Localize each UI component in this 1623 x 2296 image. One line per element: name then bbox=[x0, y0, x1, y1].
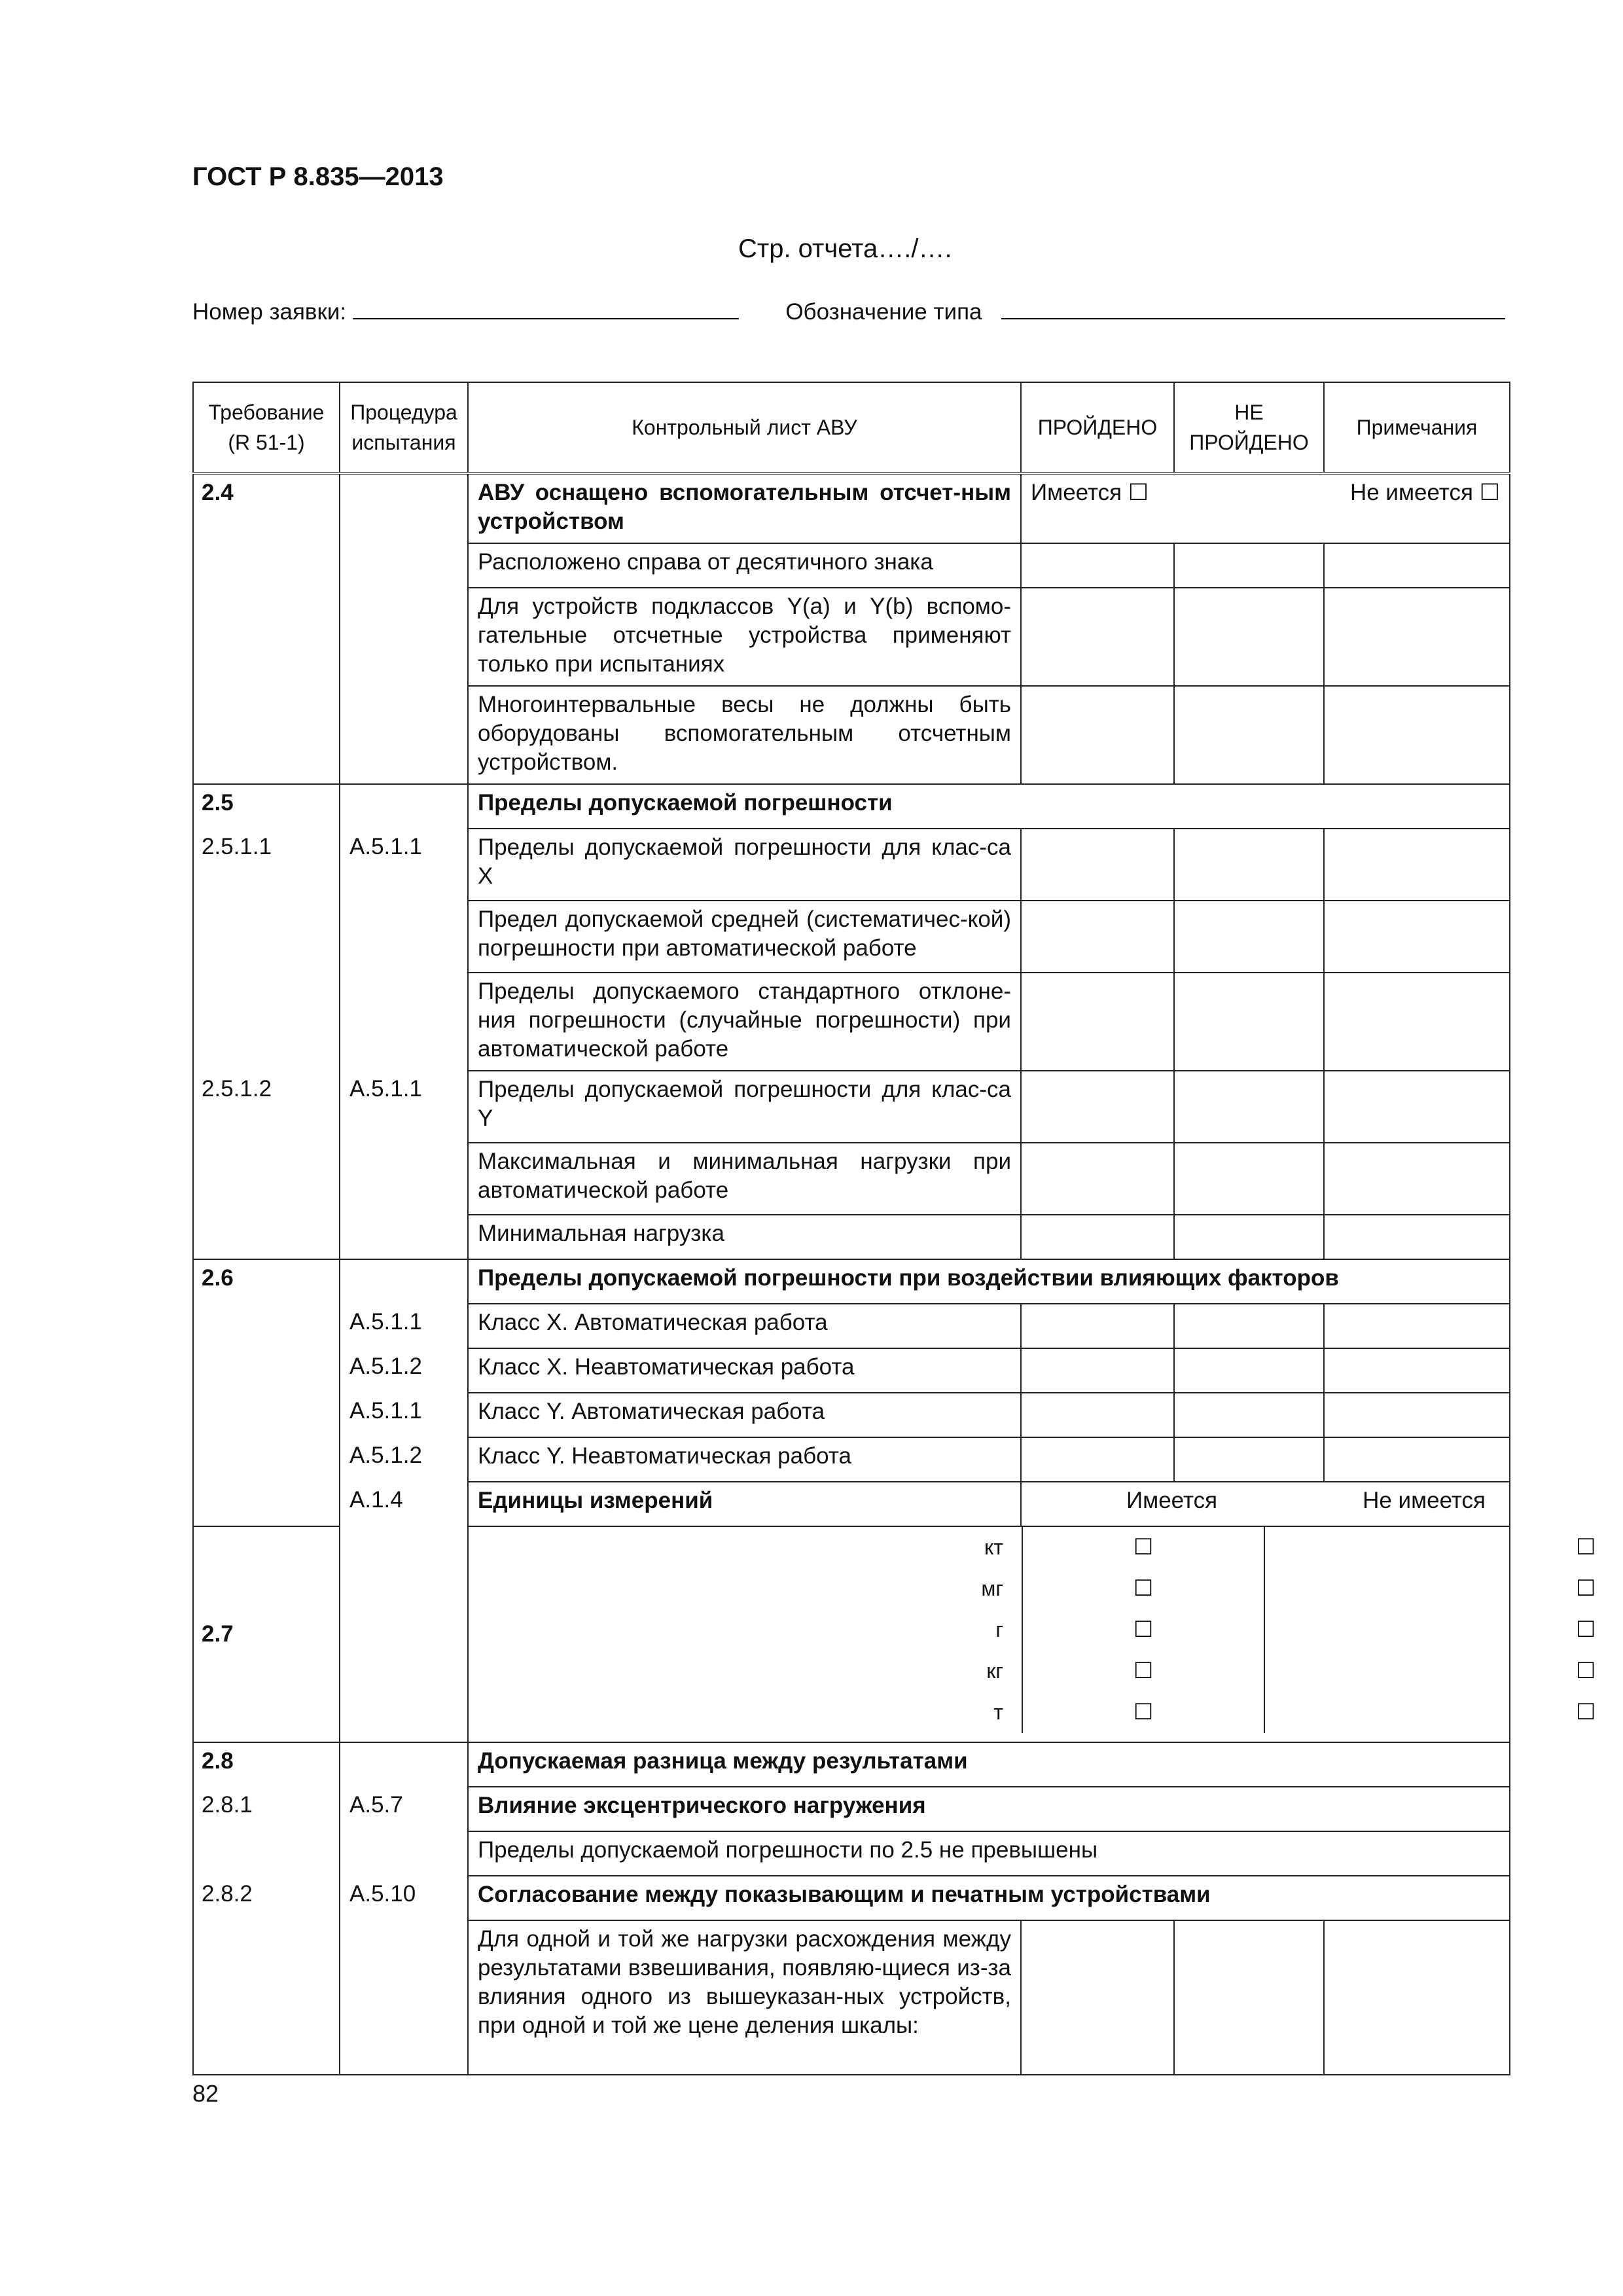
document-id: ГОСТ Р 8.835—2013 bbox=[192, 162, 444, 191]
passed-cell[interactable] bbox=[1021, 1437, 1174, 1482]
notes-cell[interactable] bbox=[1324, 1071, 1510, 1143]
req-cell: 2.8 bbox=[193, 1742, 340, 1787]
proc-cell: А.5.1.1 bbox=[340, 1304, 468, 1348]
proc-cell: А.5.1.2 bbox=[340, 1437, 468, 1482]
not-passed-cell[interactable] bbox=[1174, 973, 1324, 1071]
proc-cell: А.5.1.1 bbox=[340, 829, 468, 901]
proc-cell bbox=[340, 473, 468, 784]
check-text: Класс X. Автоматическая работа bbox=[468, 1304, 1021, 1348]
proc-cell bbox=[340, 1742, 468, 1787]
check-text: Пределы допускаемой погрешности для клас-са X bbox=[468, 829, 1021, 901]
table-row bbox=[193, 1920, 1510, 2075]
unit-label: мг bbox=[981, 1577, 1003, 1600]
not-passed-cell[interactable] bbox=[1174, 1348, 1324, 1393]
header-passed: ПРОЙДЕНО bbox=[1021, 382, 1174, 473]
units-has-label: Имеется bbox=[1126, 1488, 1218, 1513]
passed-cell[interactable] bbox=[1021, 973, 1174, 1071]
presence-cell bbox=[1021, 473, 1510, 543]
notes-cell[interactable] bbox=[1324, 588, 1510, 686]
table-row bbox=[193, 829, 1510, 901]
req-cell: 2.6 bbox=[193, 1259, 340, 1526]
unit-label: кг bbox=[986, 1659, 1003, 1683]
not-passed-cell[interactable] bbox=[1174, 1304, 1324, 1348]
passed-cell[interactable] bbox=[1021, 1304, 1174, 1348]
section-title: Допускаемая разница между результатами bbox=[468, 1742, 1510, 1787]
table-row bbox=[193, 1348, 1510, 1393]
passed-cell[interactable] bbox=[1021, 1143, 1174, 1215]
units-header bbox=[1021, 1482, 1510, 1526]
table-row bbox=[193, 973, 1510, 1071]
units-names bbox=[469, 1527, 1022, 1733]
table-row bbox=[193, 1787, 1510, 1831]
check-text: Класс Y. Автоматическая работа bbox=[468, 1393, 1021, 1437]
proc-cell: А.5.10 bbox=[340, 1876, 468, 1920]
checklist-table bbox=[192, 382, 1596, 2075]
units-title: Единицы измерений bbox=[468, 1482, 1021, 1526]
notes-cell[interactable] bbox=[1324, 686, 1510, 784]
section-title: Пределы допускаемой погрешности при воздействии влияющих факторов bbox=[468, 1259, 1510, 1304]
passed-cell[interactable] bbox=[1021, 1920, 1174, 2075]
notes-cell[interactable] bbox=[1324, 1920, 1510, 2075]
notes-cell[interactable] bbox=[1324, 1437, 1510, 1482]
passed-cell[interactable] bbox=[1021, 901, 1174, 973]
header-not-passed: НЕ ПРОЙДЕНО bbox=[1174, 382, 1324, 473]
table-row bbox=[193, 1071, 1510, 1143]
table-row bbox=[193, 1437, 1510, 1482]
header-notes: Примечания bbox=[1324, 382, 1510, 473]
req-cell: 2.5.1.2 bbox=[193, 1071, 340, 1143]
passed-cell[interactable] bbox=[1021, 1348, 1174, 1393]
table-row bbox=[193, 1876, 1510, 1920]
passed-cell[interactable] bbox=[1021, 829, 1174, 901]
passed-cell[interactable] bbox=[1021, 686, 1174, 784]
table-row bbox=[193, 1143, 1510, 1215]
req-cell bbox=[193, 1526, 340, 1742]
unit-label: кт bbox=[984, 1535, 1003, 1559]
not-passed-cell[interactable] bbox=[1174, 543, 1324, 588]
req-cell: 2.4 bbox=[193, 473, 340, 784]
notes-cell[interactable] bbox=[1324, 1393, 1510, 1437]
unit-has-checkbox[interactable]: ☐ bbox=[1133, 1617, 1154, 1642]
unit-has-checkbox[interactable]: ☐ bbox=[1133, 1535, 1154, 1560]
units-has-not-label: Не имеется bbox=[1363, 1488, 1486, 1513]
req-cell: 2.8.2 bbox=[193, 1876, 340, 1920]
proc-cell bbox=[340, 1259, 468, 1304]
has-not-checkbox[interactable]: Не имеется ☐ bbox=[1349, 480, 1500, 505]
not-passed-cell[interactable] bbox=[1174, 588, 1324, 686]
passed-cell[interactable] bbox=[1021, 1215, 1174, 1259]
proc-cell: А.5.1.2 bbox=[340, 1348, 468, 1393]
proc-cell: А.1.4 bbox=[340, 1482, 468, 1742]
table-header-row bbox=[193, 382, 1510, 473]
header-checklist: Контрольный лист АВУ bbox=[468, 382, 1021, 473]
req-2-7: 2.7 bbox=[202, 1621, 234, 1647]
notes-cell[interactable] bbox=[1324, 829, 1510, 901]
notes-cell[interactable] bbox=[1324, 1143, 1510, 1215]
request-number-label: Номер заявки: bbox=[192, 299, 347, 325]
not-passed-cell[interactable] bbox=[1174, 1920, 1324, 2075]
notes-cell[interactable] bbox=[1324, 543, 1510, 588]
units-has-column bbox=[1022, 1527, 1265, 1733]
proc-cell: А.5.1.1 bbox=[340, 1071, 468, 1143]
table-row bbox=[193, 1742, 1510, 1787]
unit-has-checkbox[interactable]: ☐ bbox=[1133, 1659, 1154, 1683]
section-title: Влияние эксцентрического нагружения bbox=[468, 1787, 1510, 1831]
has-checkbox[interactable]: Имеется ☐ bbox=[1031, 480, 1149, 505]
not-passed-cell[interactable] bbox=[1174, 1437, 1324, 1482]
request-line bbox=[192, 298, 1505, 325]
table-row bbox=[193, 1304, 1510, 1348]
check-text: Многоинтервальные весы не должны быть оборудованы вспомогательным отсчетным устройством. bbox=[468, 686, 1021, 784]
check-text: Максимальная и минимальная нагрузки при автоматической работе bbox=[468, 1143, 1021, 1215]
check-text: Расположено справа от десятичного знака bbox=[468, 543, 1021, 588]
notes-cell[interactable] bbox=[1324, 1215, 1510, 1259]
notes-cell[interactable] bbox=[1324, 973, 1510, 1071]
check-text: Класс X. Неавтоматическая работа bbox=[468, 1348, 1021, 1393]
notes-cell[interactable] bbox=[1324, 1304, 1510, 1348]
table-row bbox=[193, 1482, 1510, 1526]
not-passed-cell[interactable] bbox=[1174, 1143, 1324, 1215]
unit-label: г bbox=[995, 1618, 1003, 1641]
proc-cell: А.5.1.1 bbox=[340, 1393, 468, 1437]
table-row bbox=[193, 1215, 1510, 1259]
not-passed-cell[interactable] bbox=[1174, 829, 1324, 901]
table-row bbox=[193, 784, 1510, 829]
req-cell: 2.5 bbox=[193, 784, 340, 829]
unit-has-checkbox[interactable]: ☐ bbox=[1133, 1700, 1154, 1725]
passed-cell[interactable] bbox=[1021, 543, 1174, 588]
section-title: Согласование между показывающим и печатным устройствами bbox=[468, 1876, 1510, 1920]
table-row bbox=[193, 901, 1510, 973]
proc-cell bbox=[340, 784, 468, 829]
check-text: Минимальная нагрузка bbox=[468, 1215, 1021, 1259]
table-row bbox=[193, 1259, 1510, 1304]
table-row bbox=[193, 1831, 1510, 1876]
unit-has-checkbox[interactable]: ☐ bbox=[1133, 1576, 1154, 1601]
not-passed-cell[interactable] bbox=[1174, 901, 1324, 973]
units-list-cell bbox=[468, 1526, 1510, 1742]
table-row bbox=[193, 1393, 1510, 1437]
not-passed-cell[interactable] bbox=[1174, 1215, 1324, 1259]
report-page-label: Стр. отчета…./…. bbox=[738, 234, 952, 263]
req-cell: 2.5.1.1 bbox=[193, 829, 340, 901]
not-passed-cell[interactable] bbox=[1174, 1071, 1324, 1143]
not-passed-cell[interactable] bbox=[1174, 686, 1324, 784]
passed-cell[interactable] bbox=[1021, 1071, 1174, 1143]
check-text: Для устройств подклассов Y(a) и Y(b) вспомо-гательные отсчетные устройства применяют только при испытаниях bbox=[468, 588, 1021, 686]
passed-cell[interactable] bbox=[1021, 1393, 1174, 1437]
units-has-not-column: ☐ ☐ ☐ ☐ ☐ bbox=[1576, 1535, 1596, 1725]
req-cell: 2.8.1 bbox=[193, 1787, 340, 1831]
type-designation-label: Обозначение типа bbox=[785, 299, 982, 325]
check-text: Для одной и той же нагрузки расхождения между результатами взвешивания, появляю-щиеся из-за влияния одного из вышеуказан-ных устройств, при одной и той же цене деления шкалы: bbox=[468, 1920, 1021, 2075]
check-text: Пределы допускаемой погрешности для клас-са Y bbox=[468, 1071, 1021, 1143]
proc-cell: А.5.7 bbox=[340, 1787, 468, 1831]
section-title: АВУ оснащено вспомогательным отсчет-ным устройством bbox=[468, 473, 1021, 543]
request-number-field[interactable] bbox=[353, 298, 739, 319]
section-title: Пределы допускаемой погрешности bbox=[468, 784, 1510, 829]
check-text: Предел допускаемой средней (систематичес-кой) погрешности при автоматической работе bbox=[468, 901, 1021, 973]
not-passed-cell[interactable] bbox=[1174, 1393, 1324, 1437]
page-number: 82 bbox=[192, 2080, 219, 2107]
check-text: Пределы допускаемого стандартного отклоне-ния погрешности (случайные погрешности) при автоматической работе bbox=[468, 973, 1021, 1071]
notes-cell[interactable] bbox=[1324, 1348, 1510, 1393]
notes-cell[interactable] bbox=[1324, 901, 1510, 973]
table-row bbox=[193, 473, 1510, 543]
check-text: Класс Y. Неавтоматическая работа bbox=[468, 1437, 1021, 1482]
passed-cell[interactable] bbox=[1021, 588, 1174, 686]
type-designation-field[interactable] bbox=[1001, 298, 1505, 319]
header-procedure: Процедура испытания bbox=[340, 382, 468, 473]
header-requirement: Требование (R 51-1) bbox=[193, 382, 340, 473]
unit-label: т bbox=[993, 1700, 1003, 1724]
check-text: Пределы допускаемой погрешности по 2.5 не превышены bbox=[468, 1831, 1510, 1876]
